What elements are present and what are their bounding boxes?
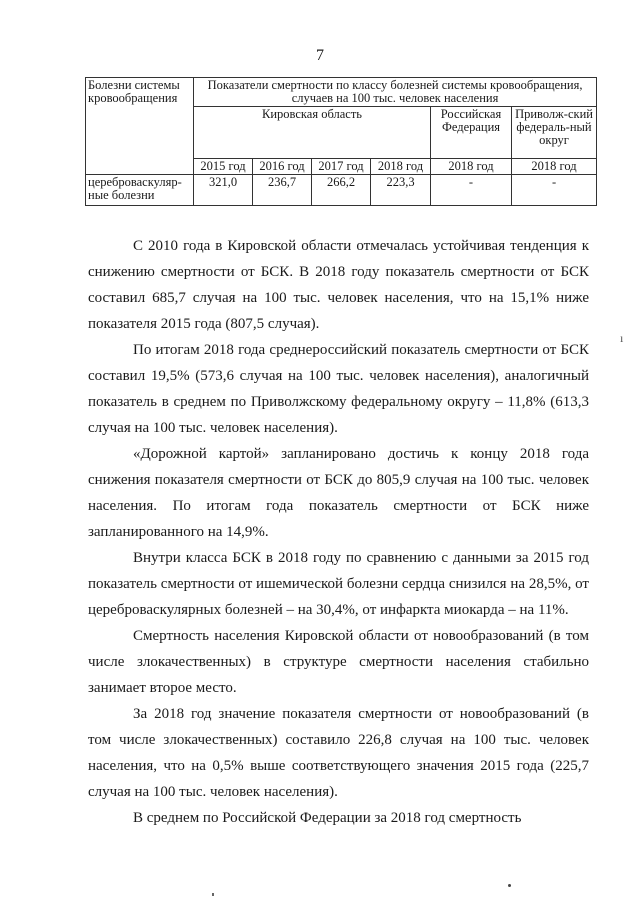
paragraph: «Дорожной картой» запланировано достичь к концу 2018 года снижения показателя смертности от БСК до 805,9 случая на 100 тыс. человек населения. По итогам года показатель смертности от БСК ниже запланированного на 14,9%. <box>88 446 589 540</box>
body-text <box>88 233 589 831</box>
header-region-russia: Российская Федерация <box>431 107 512 159</box>
table-cell: - <box>512 175 597 206</box>
paragraph: Внутри класса БСК в 2018 году по сравнению с данными за 2015 год показатель смертности от ишемической болезни сердца снизился на 28,5%, от цереброваскулярных болезней – на 30,4%, от инфаркта миокарда – на 11%. <box>88 550 589 618</box>
header-mortality-indicator: Показатели смертности по классу болезней системы кровообращения, случаев на 100 тыс. человек населения <box>194 78 597 107</box>
table-cell: 321,0 <box>194 175 253 206</box>
table-cell: - <box>431 175 512 206</box>
table-cell: 236,7 <box>253 175 312 206</box>
table-cell: 223,3 <box>371 175 431 206</box>
year-header: 2015 год <box>194 159 253 175</box>
header-region-volga: Приволж-ский федераль-ный округ <box>512 107 597 159</box>
paragraph: По итогам 2018 года среднероссийский показатель смертности от БСК составил 19,5% (573,6 случая на 100 тыс. человек населения), аналогичный показатель в среднем по Приволжскому федеральному округу – 11,8% (613,3 случая на 100 тыс. человек населения). <box>88 342 589 436</box>
scan-dot <box>212 893 214 896</box>
header-region-kirov: Кировская область <box>194 107 431 159</box>
year-header: 2016 год <box>253 159 312 175</box>
year-header: 2018 год <box>431 159 512 175</box>
table-cell: 266,2 <box>312 175 371 206</box>
scan-mark: ı <box>620 331 624 345</box>
paragraph: Смертность населения Кировской области от новообразований (в том числе злокачественных) в структуре смертности населения стабильно занимает второе место. <box>88 628 589 696</box>
mortality-table <box>85 77 597 206</box>
page-number: 7 <box>316 47 324 64</box>
paragraph: В среднем по Российской Федерации за 2018 год смертность <box>133 810 522 826</box>
header-disease-class: Болезни системы кровообращения <box>86 78 194 175</box>
year-header: 2018 год <box>512 159 597 175</box>
year-header: 2018 год <box>371 159 431 175</box>
table-row <box>86 175 597 206</box>
scan-dot <box>508 884 511 887</box>
row-label: цереброваскуляр-ные болезни <box>86 175 194 206</box>
paragraph: С 2010 года в Кировской области отмечалась устойчивая тенденция к снижению смертности от БСК. В 2018 году показатель смертности от БСК составил 685,7 случая на 100 тыс. человек населения, что на 15,1% ниже показателя 2015 года (807,5 случая). <box>88 238 589 332</box>
paragraph: За 2018 год значение показателя смертности от новообразований (в том числе злокачественных) составило 226,8 случая на 100 тыс. человек населения, что на 0,5% выше соответствующего значения 2015 года (225,7 случая на 100 тыс. человек населения). <box>88 706 589 800</box>
year-header: 2017 год <box>312 159 371 175</box>
